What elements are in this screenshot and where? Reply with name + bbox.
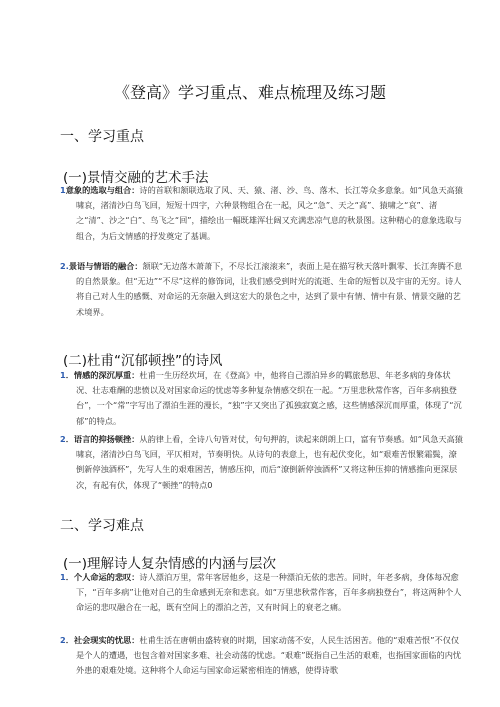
subsection-heading-poetic-style: (二)杜甫“沉郁顿挫”的诗风 xyxy=(63,353,223,369)
item-text: 诗的首联和颔联选取了风、天、猿、渚、沙、鸟、落木、长江等众多意象。如“风急天高猿啸哀，渚清沙白鸟飞回，短短十四字，六种景物组合在一起，风之“急”、天之“高”、猿啸之“哀”、渚之“清”、沙之“白”、鸟飞之“回”，描绘出一幅既雄浑壮阔又充满悲凉气息的秋景图。这种精心的意象选取与组合，为后文情感的抒发奠定了基调。 xyxy=(76,185,463,241)
section-heading-key-points: 一、学习重点 xyxy=(60,129,144,145)
list-item xyxy=(60,570,464,616)
item-text: 诗人漂泊万里，常年客居他乡，这是一种漂泊无依的悲苦。同时，年老多病，身体每况愈下，“百年多病”让他对自己的生命感到无奈和悲哀。如“万里悲秋常作客，百年多病独登台”，将这两种个人命运的悲叹融合在一起，既有空间上的漂泊之苦，又有时间上的衰老之痛。 xyxy=(76,572,462,613)
item-lead: ．社会现实的忧思： xyxy=(65,635,140,645)
item-text: 杜甫生活在唐朝由盛转衰的时期，国家动荡不安，人民生活困苦。他的“艰难苦恨”不仅仅是个人的遭遇，也包含着对国家多难、社会动荡的忧虑。“艰难”既指自己生活的艰难，也指国家面临的内忧外患的艰难处境。这种将个人命运与国家命运紧密相连的情感，使得诗歌 xyxy=(76,635,462,676)
item-number: 1 xyxy=(60,185,66,195)
item-lead: 景语与情语的融合： xyxy=(68,261,143,271)
subsection-heading-scene-emotion: (一)景情交融的艺术手法 xyxy=(63,170,209,186)
item-text: 从韵律上看，全诗八句皆对仗，句句押韵，读起来朗朗上口，富有节奏感。如“风急天高猿啸哀，渚清沙白鸟飞回，平仄相对，节奏明快。从诗句的表意上，也有起伏变化，如“艰难苦恨繁霜鬓，潦倒新停浊酒杯”，先写人生的艰难困苦，情感压抑，而后“潦倒新停浊酒杯”又将这种压抑的情感推向更深层次，有起有伏，体现了“顿挫”的特点0 xyxy=(76,434,463,490)
list-item xyxy=(60,368,464,429)
item-number: 2 xyxy=(60,434,66,444)
item-text: 颔联“无边落木萧萧下，不尽长江滚滚来”，表面上是在描写秋天落叶飘零、长江奔腾不息的自然景象。但“无边”“不尽”这样的修饰词，让我们感受到时光的流逝、生命的短暂以及宇宙的无穷。诗人将自己对人生的感慨、对命运的无奈融入到这宏大的景色之中，达到了景中有情、情中有景、情景交融的艺术境界。 xyxy=(76,261,463,317)
item-lead: ．语言的抑扬顿挫： xyxy=(65,434,140,444)
item-number: 1 xyxy=(60,370,66,380)
page-title: 《登高》学习重点、难点梳理及练习题 xyxy=(113,83,386,102)
item-number: 1 xyxy=(60,572,66,582)
list-item xyxy=(60,432,464,493)
section-heading-difficulties: 二、学习难点 xyxy=(60,518,144,534)
subsection-heading-complex-emotion: (一)理解诗人复杂情感的内涵与层次 xyxy=(63,556,277,572)
list-item xyxy=(60,633,464,679)
item-lead: 意象的选取与组合： xyxy=(65,185,140,195)
item-lead: ．个人命运的悲叹： xyxy=(65,572,140,582)
item-number: 2 xyxy=(60,635,66,645)
list-item xyxy=(60,259,464,320)
list-item xyxy=(60,183,464,244)
item-text: 杜甫一生历经坎坷，在《登高》中，他将自己漂泊异乡的羁旅愁思、年老多病的身体状况、壮志难酬的悲愤以及对国家命运的忧虑等多种复杂情感交织在一起。“万里悲秋常作客，百年多病独登台”，一个“常”字写出了漂泊生涯的漫长，“独”字又突出了孤独寂寞之感，这些情感深沉而厚重，体现了“沉郁”的特点。 xyxy=(76,370,462,426)
item-number: 2. xyxy=(60,261,69,271)
item-lead: ．情感的深沉厚重： xyxy=(65,370,140,380)
